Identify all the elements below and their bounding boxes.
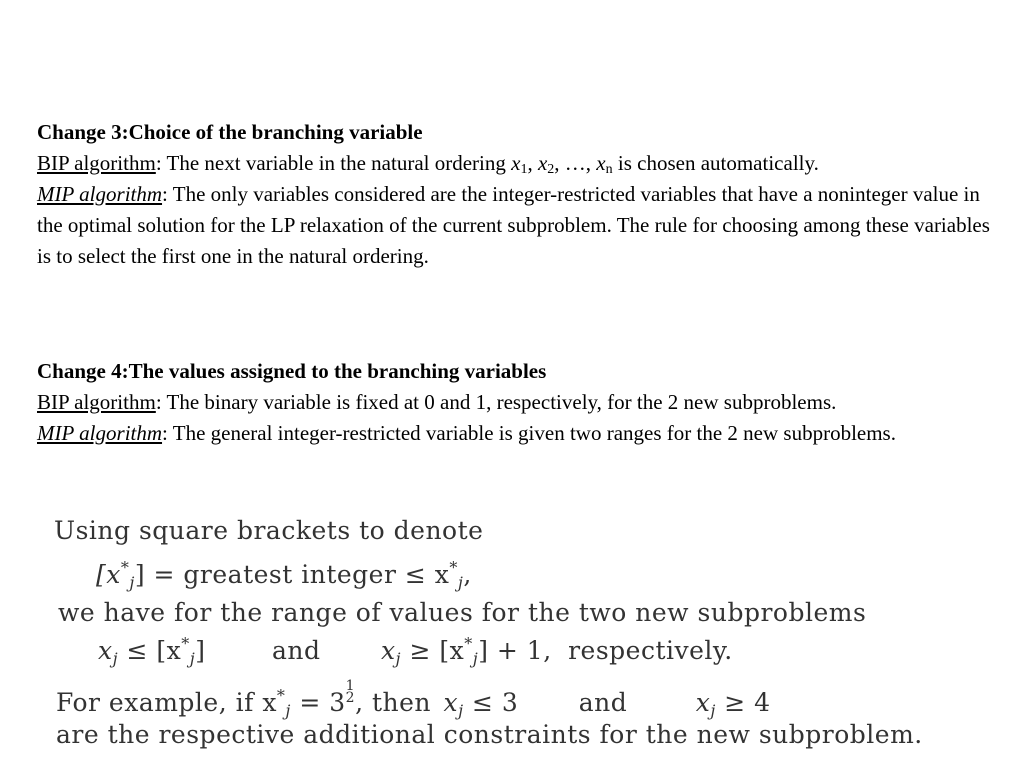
scan-line-6: are the respective additional constraints for the new subproblem. <box>56 720 923 749</box>
s2-a: [x <box>96 560 121 589</box>
s4-sub-a: j <box>112 649 119 668</box>
change3-mip-label: MIP algorithm <box>37 182 163 206</box>
sub-2: 2 <box>547 162 555 177</box>
s4-a: x <box>98 636 113 665</box>
s5-e: ≤ 3 <box>463 688 519 717</box>
sep-2: , …, <box>554 151 597 175</box>
frac-den: 2 <box>345 690 356 706</box>
change3-bip-label: BIP algorithm <box>37 151 156 175</box>
frac-num: 1 <box>345 678 356 694</box>
s5-c: , then <box>355 688 431 717</box>
scan-line-5 <box>56 680 996 720</box>
change3-block <box>37 117 997 272</box>
s4-f: ] + 1, <box>478 636 552 665</box>
s5-d: x <box>443 688 459 717</box>
s4-and: and <box>271 636 321 665</box>
s5-sub-d: j <box>458 701 464 720</box>
s5-a: For example, if x <box>56 688 277 717</box>
s4-e: ≥ [x <box>401 636 465 665</box>
change3-mip-text: : The only variables considered are the integer-restricted variables that have a noninteger value in the optimal solution for the LP relaxation of the current subproblem. The rule for choosing among these variables is to select the first one in the natural ordering. <box>37 182 990 268</box>
sub-1: 1 <box>520 162 528 177</box>
scan-line-2 <box>96 558 1024 592</box>
s5-and: and <box>578 688 628 717</box>
change3-bip-text-a: : The next variable in the natural ordering <box>155 151 512 175</box>
change4-heading: Change 4:The values assigned to the branching variables <box>37 359 547 383</box>
s4-c: ] <box>195 636 206 665</box>
s5-sub: j <box>285 701 291 720</box>
s4-b: ≤ [x <box>118 636 182 665</box>
change4-bip-label: BIP algorithm <box>37 390 156 414</box>
scan-line-1: Using square brackets to denote <box>54 516 484 545</box>
s5-g: ≥ 4 <box>715 688 771 717</box>
var-x1: x <box>511 151 521 175</box>
s4-sub-d: j <box>395 649 402 668</box>
change4-mip-label: MIP algorithm <box>37 421 163 445</box>
s4-sup-b: * <box>181 634 190 653</box>
s5-b: = 3 <box>290 688 346 717</box>
s2-sup2: * <box>449 558 458 577</box>
s2-sub2: j <box>457 573 464 592</box>
s5-sup: * <box>276 686 286 705</box>
s2-b: ] = greatest integer ≤ x <box>134 560 450 589</box>
scan-line-4 <box>98 634 1024 668</box>
scan-line-3: we have for the range of values for the two new subproblems <box>58 598 867 627</box>
s5-f: x <box>695 688 711 717</box>
change3-bip-text-b: is chosen automatically. <box>612 151 819 175</box>
s2-sub: j <box>129 573 135 592</box>
s5-sub-f: j <box>710 701 716 720</box>
s2-sup: * <box>120 558 130 577</box>
s4-g: respectively. <box>568 636 733 665</box>
s4-d: x <box>380 636 396 665</box>
change4-block <box>37 356 997 449</box>
change4-bip-text: : The binary variable is fixed at 0 and 1, respectively, for the 2 new subproblems. <box>155 390 837 414</box>
one-half-fraction <box>346 680 355 704</box>
s4-sub-b: j <box>189 649 196 668</box>
var-xn: x <box>596 151 606 175</box>
s4-sup-e: * <box>464 634 473 653</box>
change3-heading: Change 3:Choice of the branching variable <box>37 120 423 144</box>
s4-sub-e: j <box>472 649 479 668</box>
sub-n: n <box>605 162 613 177</box>
s2-c: , <box>463 560 472 589</box>
sep-1: , <box>527 151 538 175</box>
change4-mip-text: : The general integer-restricted variable is given two ranges for the 2 new subproblems. <box>162 421 896 445</box>
var-x2: x <box>537 151 548 175</box>
